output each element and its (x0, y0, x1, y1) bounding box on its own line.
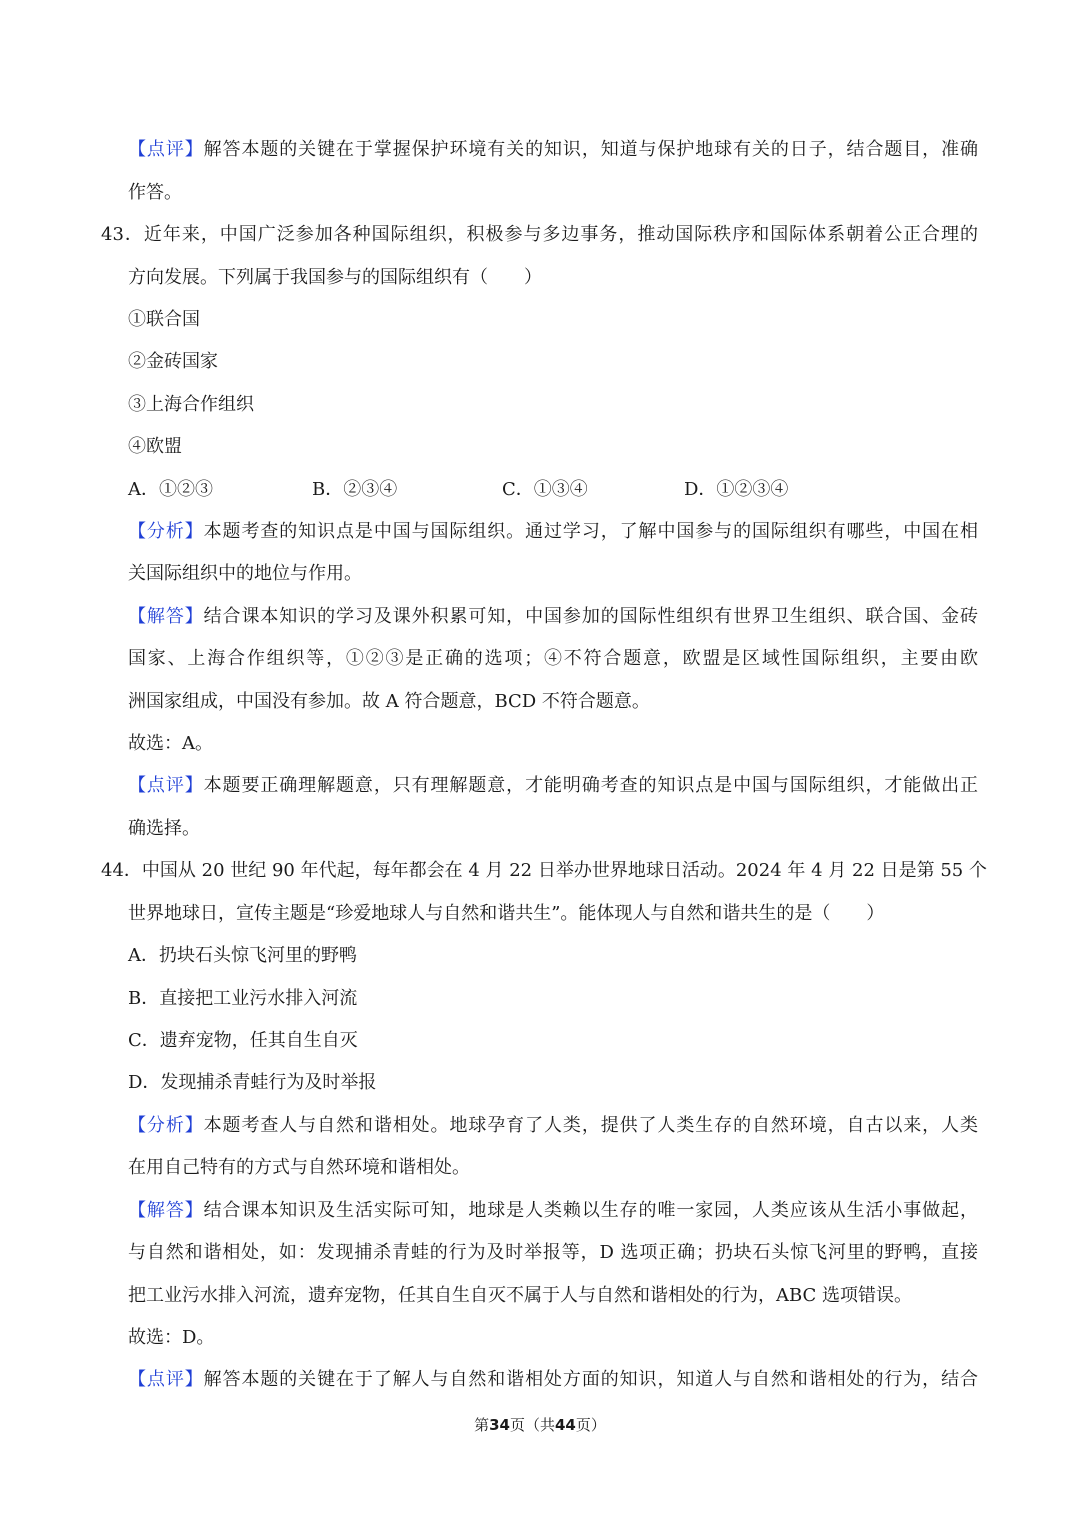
review-tag: 【点评】 (128, 139, 204, 160)
q43-option-b: B．②③④ (312, 479, 398, 500)
review-tag: 【点评】 (128, 775, 204, 796)
analysis-tag: 【分析】 (128, 521, 204, 542)
prev-review-line-2: 作答。 (128, 182, 182, 203)
q43-analysis-line-2: 关国际组织中的地位与作用。 (128, 563, 362, 584)
q44-option-d: D．发现捕杀青蛙行为及时举报 (128, 1072, 377, 1093)
q44-review-line-1: 【点评】解答本题的关键在于了解人与自然和谐相处方面的知识，知道人与自然和谐相处的行为，结合 (128, 1369, 978, 1390)
q44-answer-line-3: 把工业污水排入河流，遗弃宠物，任其自生自灭不属于人与自然和谐相处的行为，ABC 选项错误。 (128, 1285, 913, 1306)
analysis-tag: 【分析】 (128, 1115, 204, 1136)
q43-review-line-2: 确选择。 (128, 818, 200, 839)
q44-answer-line-1: 【解答】结合课本知识及生活实际可知，地球是人类赖以生存的唯一家园，人类应该从生活小事做起， (128, 1200, 978, 1221)
review-tag: 【点评】 (128, 1369, 204, 1390)
answer-tag: 【解答】 (128, 606, 204, 627)
q43-number: 43． (101, 224, 144, 245)
q43-answer-line-2: 国家、上海合作组织等，①②③是正确的选项；④不符合题意，欧盟是区域性国际组织，主要由欧 (128, 648, 978, 669)
q43-choice: 故选：A。 (128, 733, 213, 754)
q43-item-2: ②金砖国家 (128, 351, 218, 372)
q44-answer-line-2: 与自然和谐相处，如：发现捕杀青蛙的行为及时举报等，D 选项正确；扔块石头惊飞河里的野鸭，直接 (128, 1242, 978, 1263)
q43-item-4: ④欧盟 (128, 436, 182, 457)
total-page-number: 44 (555, 1416, 576, 1434)
q44-option-c: C．遗弃宠物，任其自生自灭 (128, 1030, 358, 1051)
q44-choice: 故选：D。 (128, 1327, 215, 1348)
q43-option-a: A．①②③ (128, 479, 213, 500)
q43-answer-line-3: 洲国家组成，中国没有参加。故 A 符合题意，BCD 不符合题意。 (128, 691, 650, 712)
current-page-number: 34 (489, 1416, 510, 1434)
q43-option-d: D．①②③④ (684, 479, 789, 500)
q43-answer-line-1: 【解答】结合课本知识的学习及课外积累可知，中国参加的国际性组织有世界卫生组织、联合国、金砖 (128, 606, 978, 627)
q43-option-c: C．①③④ (502, 479, 588, 500)
q44-analysis-line-2: 在用自己特有的方式与自然环境和谐相处。 (128, 1157, 470, 1178)
prev-review-line-1: 【点评】解答本题的关键在于掌握保护环境有关的知识，知道与保护地球有关的日子，结合题目，准确 (128, 139, 978, 160)
q43-review-line-1: 【点评】本题要正确理解题意，只有理解题意，才能明确考查的知识点是中国与国际组织，才能做出正 (128, 775, 978, 796)
q44-stem-line-2: 世界地球日，宣传主题是“珍爱地球人与自然和谐共生”。能体现人与自然和谐共生的是（ ） (128, 903, 885, 924)
q44-option-a: A．扔块石头惊飞河里的野鸭 (128, 945, 357, 966)
q43-item-1: ①联合国 (128, 309, 200, 330)
q44-stem-line-1: 44．中国从 20 世纪 90 年代起，每年都会在 4 月 22 日举办世界地球日活动。2024 年 4 月 22 日是第 55 个 (101, 860, 987, 881)
q43-stem-line-2: 方向发展。下列属于我国参与的国际组织有（ ） (128, 267, 542, 288)
q44-number: 44． (101, 860, 142, 881)
answer-tag: 【解答】 (128, 1200, 204, 1221)
q43-options (128, 477, 978, 503)
page-footer: 第34页（共44页） (474, 1416, 606, 1434)
q43-item-3: ③上海合作组织 (128, 394, 254, 415)
q44-analysis-line-1: 【分析】本题考查人与自然和谐相处。地球孕育了人类，提供了人类生存的自然环境，自古以来，人类 (128, 1115, 978, 1136)
q43-analysis-line-1: 【分析】本题考查的知识点是中国与国际组织。通过学习，了解中国参与的国际组织有哪些，中国在相 (128, 521, 978, 542)
q43-stem-line-1: 43．近年来，中国广泛参加各种国际组织，积极参与多边事务，推动国际秩序和国际体系朝着公正合理的 (101, 224, 979, 245)
q44-option-b: B．直接把工业污水排入河流 (128, 988, 358, 1009)
